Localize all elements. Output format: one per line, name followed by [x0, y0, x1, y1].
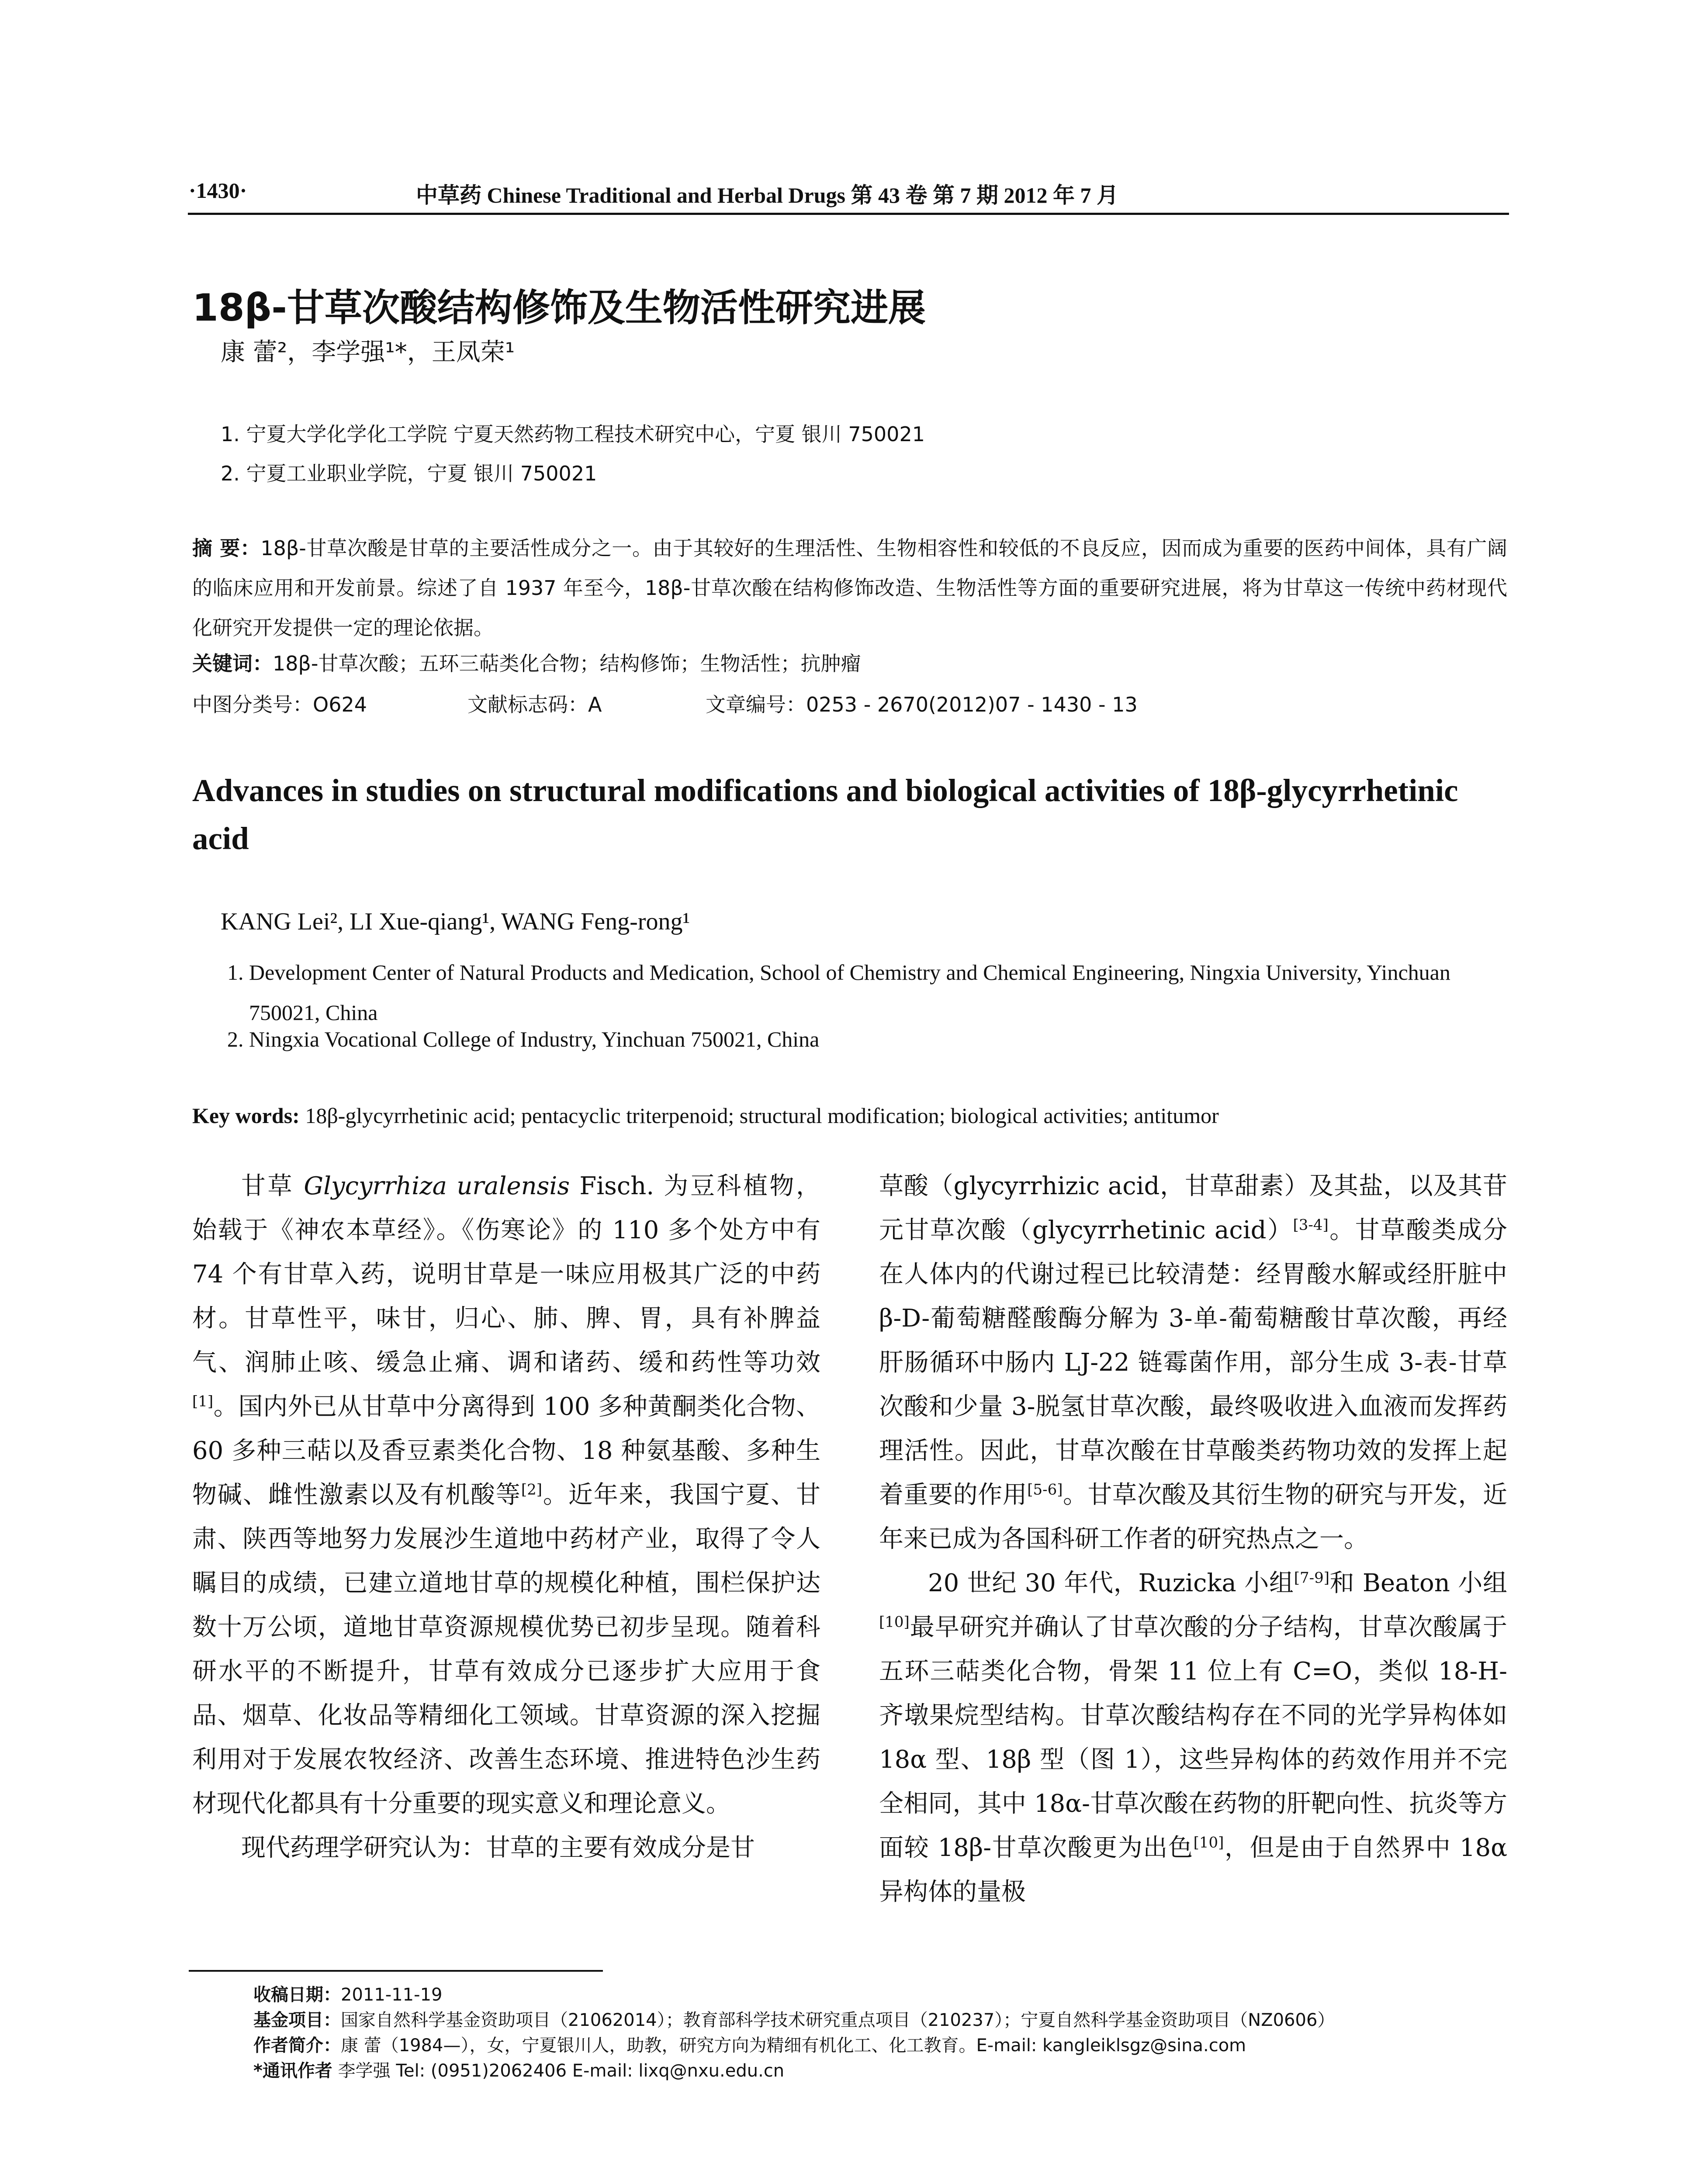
chinese-title: 18β-甘草次酸结构修饰及生物活性研究进展: [192, 286, 926, 330]
footnote-text: 2011-11-19: [341, 1985, 443, 2005]
chinese-abstract: [192, 529, 1507, 648]
footnote-label: 基金项目：: [253, 2010, 341, 2030]
english-keywords: [192, 1103, 1219, 1128]
chinese-affiliation-1: 1. 宁夏大学化学化工学院 宁夏天然药物工程技术研究中心，宁夏 银川 750021: [221, 422, 925, 446]
abstract-label: 摘 要：: [192, 536, 261, 560]
journal-line: 中草药 Chinese Traditional and Herbal Drugs 第 43 卷 第 7 期 2012 年 7 月: [416, 183, 1118, 207]
footnote-label: 收稿日期：: [253, 1985, 341, 2005]
clc-number: 中图分类号：O624: [192, 693, 367, 716]
english-authors: KANG Lei², LI Xue-qiang¹, WANG Feng-rong¹: [221, 908, 690, 935]
article-number: 文章编号：0253 - 2670(2012)07 - 1430 - 13: [706, 693, 1138, 716]
classification-line: [192, 689, 1507, 719]
running-header: [189, 173, 1508, 207]
english-title: Advances in studies on structural modifications and biological activities of 18β-glycyrrhetinic acid: [192, 773, 1458, 856]
footnote-author: [253, 2032, 1246, 2056]
footnote-label: 作者简介：: [253, 2035, 341, 2056]
footnote-received: [253, 1981, 442, 2006]
abstract-text: 18β-甘草次酸是甘草的主要活性成分之一。由于其较好的生理活性、生物相容性和较低的不良反应，因而成为重要的医药中间体，具有广阔的临床应用和开发前景。综述了自 1937 年至今，18β-甘草次酸在结构修饰改造、生物活性等方面的重要研究进展，将为甘草这一传统中药材现代化研究开发提供一定的理论依据。: [192, 536, 1507, 639]
footnote-label: *通讯作者: [253, 2061, 332, 2081]
chinese-authors: 康 蕾²，李学强¹*，王凤荣¹: [221, 338, 515, 366]
footnote-fund: [253, 2006, 1335, 2031]
header-rule: [188, 213, 1509, 215]
paragraph: 现代药理学研究认为：甘草的主要有效成分是甘: [241, 1834, 755, 1862]
paragraph: 20 世纪 30 年代，Ruzicka 小组[7-9]和 Beaton 小组[10]最早研究并确认了甘草次酸的分子结构，甘草次酸属于五环三萜类化合物，骨架 11 位上有 C=O，类似 18-H-齐墩果烷型结构。甘草次酸结构存在不同的光学异构体如 18α 型、18β 型（图 1），这些异构体的药效作用并不完全相同，其中 18α-甘草次酸在药物的肝靶向性、抗炎等方面较 18β-甘草次酸更为出色[10]，但是由于自然界中 18α 异构体的量极: [879, 1569, 1508, 1906]
body-column-left: [192, 1164, 820, 1870]
chinese-affiliation-2: 2. 宁夏工业职业学院，宁夏 银川 750021: [221, 462, 597, 485]
footnote-text: 国家自然科学基金资助项目（21062014）；教育部科学技术研究重点项目（210237）；宁夏自然科学基金资助项目（NZ0606）: [341, 2010, 1335, 2030]
english-keywords-label: Key words:: [192, 1103, 300, 1128]
document-code: 文献标志码：A: [467, 693, 602, 716]
english-keywords-text: 18β-glycyrrhetinic acid; pentacyclic triterpenoid; structural modification; biological activities; antitumor: [299, 1103, 1219, 1128]
footnote-corresponding: [253, 2057, 784, 2082]
footnote-text: 康 蕾（1984—），女，宁夏银川人，助教，研究方向为精细有机化工、化工教育。E-mail: kangleiklsgz@sina.com: [341, 2035, 1246, 2056]
english-affiliation-2: 2. Ningxia Vocational College of Industry, Yinchuan 750021, China: [227, 1027, 820, 1051]
paragraph: 草酸（glycyrrhizic acid，甘草甜素）及其盐，以及其苷元甘草次酸（glycyrrhetinic acid）[3-4]。甘草酸类成分在人体内的代谢过程已比较清楚：经胃酸水解或经肝脏中 β-D-葡萄糖醛酸酶分解为 3-单-葡萄糖酸甘草次酸，再经肝肠循环中肠内 LJ-22 链霉菌作用，部分生成 3-表-甘草次酸和少量 3-脱氢甘草次酸，最终吸收进入血液而发挥药理活性。因此，甘草次酸在甘草酸类药物功效的发挥上起着重要的作用[5-6]。甘草次酸及其衍生物的研究与开发，近年来已成为各国科研工作者的研究热点之一。: [879, 1172, 1508, 1553]
english-affiliation-1: 1. Development Center of Natural Products and Medication, School of Chemistry and Chemical Engineering, Ningxia University, Yinchuan 750021, China: [227, 960, 1450, 1025]
chinese-keywords: [192, 648, 861, 677]
footnote-text: 李学强 Tel: (0951)2062406 E-mail: lixq@nxu.edu.cn: [332, 2061, 785, 2081]
keywords-text: 18β-甘草次酸；五环三萜类化合物；结构修饰；生物活性；抗肿瘤: [273, 652, 861, 675]
paragraph: 甘草 Glycyrrhiza uralensis Fisch. 为豆科植物，始载于《神农本草经》。《伤寒论》的 110 多个处方中有 74 个有甘草入药，说明甘草是一味应用极其广泛的中药材。甘草性平，味甘，归心、肺、脾、胃，具有补脾益气、润肺止咳、缓急止痛、调和诸药、缓和药性等功效[1]。国内外已从甘草中分离得到 100 多种黄酮类化合物、60 多种三萜以及香豆素类化合物、18 种氨基酸、多种生物碱、雌性激素以及有机酸等[2]。近年来，我国宁夏、甘肃、陕西等地努力发展沙生道地中药材产业，取得了令人瞩目的成绩，已建立道地甘草的规模化种植，围栏保护达数十万公顷，道地甘草资源规模优势已初步呈现。随着科研水平的不断提升，甘草有效成分已逐步扩大应用于食品、烟草、化妆品等精细化工领域。甘草资源的深入挖掘利用对于发展农牧经济、改善生态环境、推进特色沙生药材现代化都具有十分重要的现实意义和理论意义。: [192, 1172, 821, 1818]
keywords-label: 关键词：: [192, 652, 273, 675]
footnote-rule: [189, 1970, 603, 1972]
body-column-right: [879, 1164, 1507, 1914]
page-number: ·1430·: [189, 178, 247, 203]
